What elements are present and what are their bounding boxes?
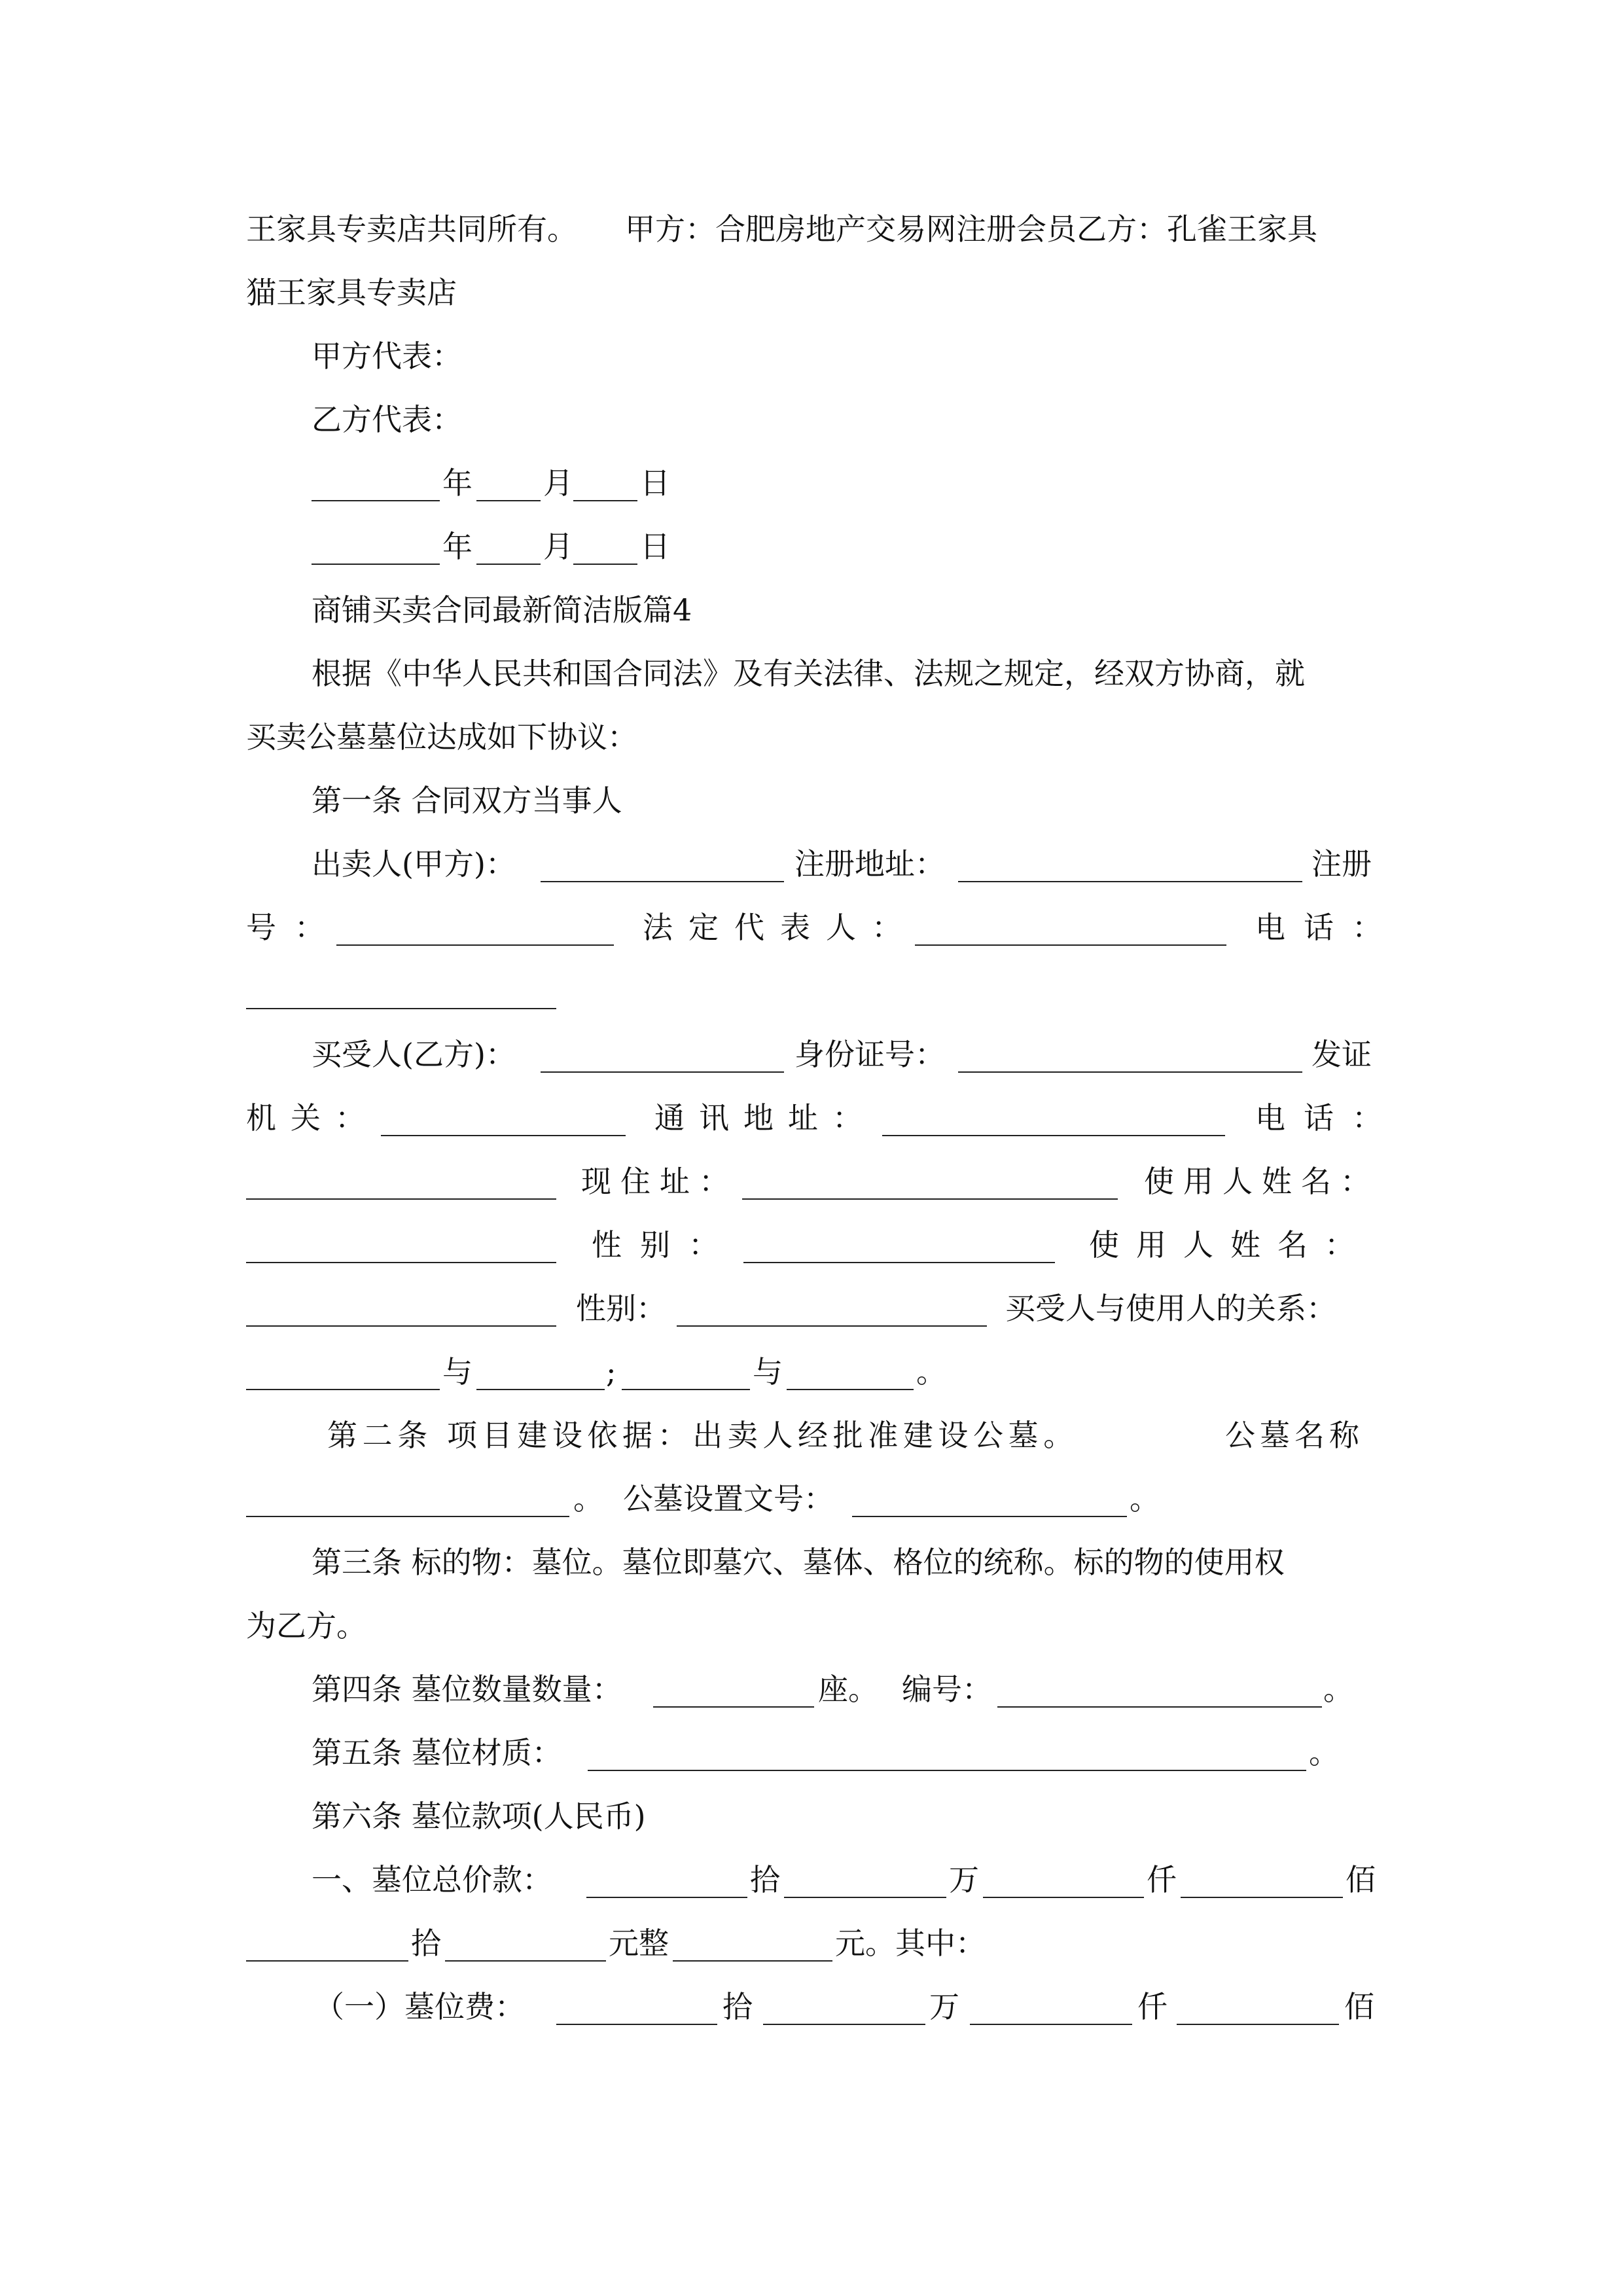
text: 。 (1309, 1735, 1339, 1770)
current-address-blank[interactable] (742, 1198, 1118, 1200)
text: 。 (573, 1481, 603, 1516)
text: 。 (1323, 1672, 1353, 1707)
issuer-blank[interactable] (381, 1135, 626, 1136)
form-line (0, 1854, 1623, 1906)
text: 第五条 墓位材质： (312, 1735, 562, 1770)
paragraph-line (0, 711, 1623, 763)
text: 注册地址： (794, 846, 945, 882)
amount-blank[interactable] (983, 1897, 1144, 1898)
user-name-blank[interactable] (246, 1325, 556, 1327)
relation-blank[interactable] (622, 1389, 750, 1390)
text: 第四条 墓位数量数量： (312, 1672, 622, 1707)
text: 性别： (576, 1291, 666, 1326)
text: 现住址： (581, 1164, 738, 1199)
date-line (0, 457, 1623, 509)
form-line (0, 1727, 1623, 1779)
text: 编号： (902, 1672, 992, 1707)
text: 元。其中： (835, 1926, 986, 1961)
legal-rep-blank[interactable] (915, 944, 1226, 946)
relation-blank[interactable] (246, 1389, 440, 1390)
text: 一、墓位总价款： (312, 1862, 552, 1897)
amount-blank[interactable] (673, 1960, 832, 1962)
form-line (0, 901, 1623, 954)
day-blank[interactable] (573, 500, 637, 501)
text: 月 (543, 465, 573, 501)
text: 元整 (609, 1926, 669, 1961)
text: 注册 (1311, 846, 1372, 882)
amount-blank[interactable] (763, 2024, 925, 2025)
text: 第二条 项目建设依据：出卖人经批准建设公墓。 (327, 1418, 1079, 1453)
amount-blank[interactable] (784, 1897, 946, 1898)
form-line (0, 1409, 1623, 1462)
text: 拾 (411, 1926, 441, 1961)
form-line (0, 1346, 1623, 1398)
text: 第三条 标的物：墓位。墓位即墓穴、墓体、格位的统称。标的物的使用权 (312, 1545, 1285, 1580)
text: 机关： (246, 1100, 380, 1136)
amount-blank[interactable] (1181, 1897, 1343, 1898)
amount-blank[interactable] (556, 2024, 717, 2025)
text: 为乙方。 (246, 1608, 366, 1643)
form-line (0, 1917, 1623, 1969)
text: 商铺买卖合同最新简洁版篇4 (312, 592, 692, 628)
year-blank[interactable] (312, 564, 440, 565)
text: 年 (442, 465, 473, 501)
text: 法定代表人： (643, 910, 918, 945)
text: 座。 (818, 1672, 878, 1707)
text: 买受人(乙方)： (312, 1037, 516, 1072)
text: 万 (949, 1862, 979, 1897)
form-line (0, 1282, 1623, 1335)
text: 仟 (1147, 1862, 1177, 1897)
text: 与 (753, 1354, 783, 1390)
form-line (0, 965, 1623, 1017)
text: 性别： (592, 1227, 737, 1263)
month-blank[interactable] (476, 500, 541, 501)
text: 万 (929, 1989, 959, 2024)
relation-blank[interactable] (476, 1389, 605, 1390)
day-blank[interactable] (573, 564, 637, 565)
amount-blank[interactable] (445, 1960, 606, 1962)
text: 公墓设置文号： (623, 1481, 834, 1516)
month-blank[interactable] (476, 564, 541, 565)
reg-no-blank[interactable] (336, 944, 614, 946)
text: 第一条 合同双方当事人 (312, 783, 622, 818)
text: 通讯地址： (654, 1100, 877, 1136)
text: 第六条 墓位款项(人民币) (312, 1799, 646, 1834)
text: 。 (1130, 1481, 1160, 1516)
buyer-blank[interactable] (541, 1071, 784, 1073)
text: 身份证号： (794, 1037, 945, 1072)
text: 出卖人(甲方)： (312, 846, 516, 882)
form-line (0, 1473, 1623, 1525)
paragraph-line (0, 203, 1623, 255)
text: 买受人与使用人的关系： (1005, 1291, 1336, 1326)
paragraph-line (0, 1536, 1623, 1588)
gender-blank[interactable] (677, 1325, 987, 1327)
paragraph-line (0, 266, 1623, 319)
text: 年 (442, 529, 473, 564)
seller-blank[interactable] (541, 881, 784, 882)
text: 佰 (1344, 1989, 1374, 2024)
article-title (0, 1790, 1623, 1842)
text: 号： (246, 910, 343, 945)
text: ; (606, 1354, 616, 1390)
text: 使用人姓名： (1144, 1164, 1380, 1199)
text: 月 (543, 529, 573, 564)
text: 王家具专卖店共同所有。 (246, 211, 577, 247)
text: 发证 (1311, 1037, 1372, 1072)
paragraph-line (0, 1600, 1623, 1652)
form-line (0, 1219, 1623, 1271)
id-no-blank[interactable] (958, 1071, 1302, 1073)
amount-blank[interactable] (246, 1960, 408, 1962)
doc-number-blank[interactable] (852, 1516, 1127, 1517)
material-blank[interactable] (588, 1770, 1306, 1771)
cemetery-name-blank[interactable] (246, 1516, 569, 1517)
text: 佰 (1346, 1862, 1376, 1897)
text: 仟 (1137, 1989, 1168, 2024)
text: 使用人姓名： (1089, 1227, 1372, 1263)
text: 买卖公墓墓位达成如下协议： (246, 719, 637, 755)
text: 公墓名称 (1225, 1418, 1364, 1453)
form-line (0, 1981, 1623, 2033)
text: 日 (640, 529, 670, 564)
gender-blank[interactable] (743, 1262, 1055, 1263)
quantity-blank[interactable] (653, 1706, 814, 1708)
text: 日 (640, 465, 670, 501)
text: 猫王家具专卖店 (246, 275, 457, 310)
text: 电话： (1255, 910, 1400, 945)
text: 根据《中华人民共和国合同法》及有关法律、法规之规定，经双方协商，就 (312, 656, 1305, 691)
amount-blank[interactable] (970, 2024, 1132, 2025)
date-line (0, 520, 1623, 573)
text: 拾 (750, 1862, 780, 1897)
user-name-blank[interactable] (246, 1262, 556, 1263)
year-blank[interactable] (312, 500, 440, 501)
form-line (0, 1663, 1623, 1715)
phone-blank[interactable] (246, 1198, 556, 1200)
text: 拾 (722, 1989, 753, 2024)
phone-blank[interactable] (246, 1008, 556, 1009)
amount-blank[interactable] (1177, 2024, 1339, 2025)
paragraph-line (0, 330, 1623, 382)
text: 。 (916, 1354, 946, 1390)
paragraph-line (0, 647, 1623, 700)
party-b-rep-label: 乙方代表： (312, 402, 462, 437)
form-line (0, 1028, 1623, 1081)
text: 与 (442, 1354, 473, 1390)
form-line (0, 1155, 1623, 1208)
article-title (0, 774, 1623, 827)
text: 甲方：合肥房地产交易网注册会员乙方：孔雀王家具 (625, 211, 1317, 247)
form-line (0, 1092, 1623, 1144)
mail-address-blank[interactable] (882, 1135, 1225, 1136)
party-a-rep-label: 甲方代表： (312, 338, 462, 374)
amount-blank[interactable] (586, 1897, 747, 1898)
reg-address-blank[interactable] (958, 881, 1302, 882)
section-title (0, 584, 1623, 636)
text: （一）墓位费： (314, 1989, 525, 2024)
form-line (0, 838, 1623, 890)
serial-no-blank[interactable] (997, 1706, 1322, 1708)
paragraph-line (0, 393, 1623, 446)
text: 电话： (1255, 1100, 1400, 1136)
relation-blank[interactable] (787, 1389, 914, 1390)
